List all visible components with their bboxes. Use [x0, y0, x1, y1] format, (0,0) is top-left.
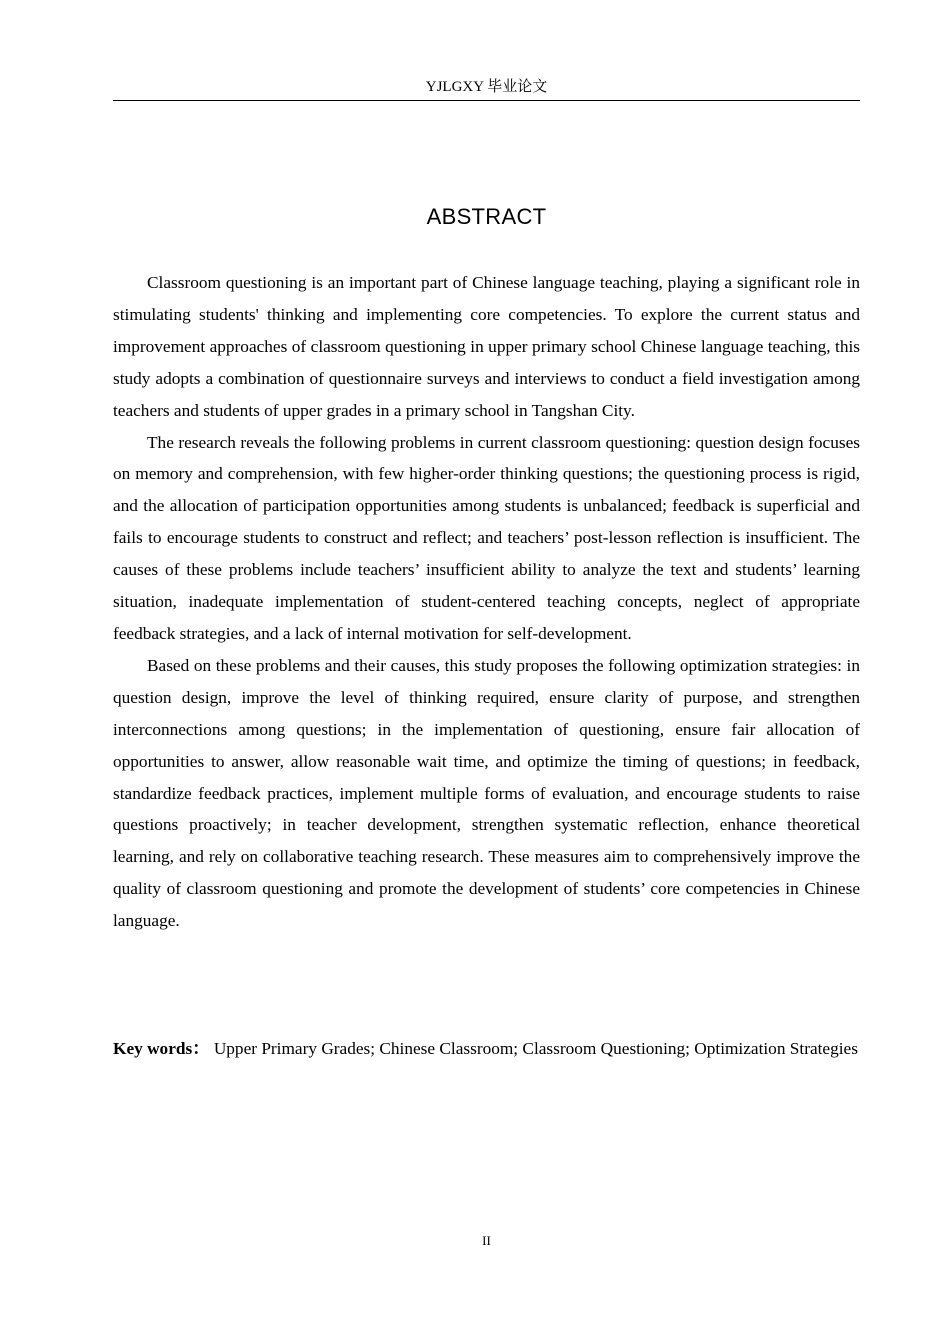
keywords-line	[113, 1033, 860, 1065]
keywords-text: Upper Primary Grades; Chinese Classroom; Classroom Questioning; Optimization Strategies	[213, 1039, 858, 1058]
running-header: YJLGXY 毕业论文	[425, 79, 548, 95]
abstract-paragraph-2: The research reveals the following problems in current classroom questioning: question design focuses on memory and comprehension, with few higher-order thinking questions; the questioning process is rigid, and the allocation of participation opportunities among students is unbalanced; feedback is superficial and fails to encourage students to construct and reflect; and teachers’ post-lesson reflection is insufficient. The causes of these problems include teachers’ insufficient ability to analyze the text and students’ learning situation, inadequate implementation of student-centered teaching concepts, neglect of appropriate feedback strategies, and a lack of internal motivation for self-development.	[113, 432, 860, 643]
page-number: II	[482, 1233, 491, 1248]
header-rule	[113, 100, 860, 101]
abstract-paragraph-3: Based on these problems and their causes, this study proposes the following optimization strategies: in question design, improve the level of thinking required, ensure clarity of purpose, and strengthen interconnections among questions; in the implementation of questioning, ensure fair allocation of opportunities to answer, allow reasonable wait time, and optimize the timing of questions; in feedback, standardize feedback practices, implement multiple forms of evaluation, and encourage students to raise questions proactively; in teacher development, strengthen systematic reflection, enhance theoretical learning, and rely on collaborative teaching research. These measures aim to comprehensively improve the quality of classroom questioning and promote the development of students’ core competencies in Chinese language.	[113, 655, 860, 931]
keywords-label: Key words：	[113, 1039, 210, 1058]
abstract-body	[113, 267, 860, 937]
abstract-paragraph-1: Classroom questioning is an important part of Chinese language teaching, playing a significant role in stimulating students' thinking and implementing core competencies. To explore the current status and improvement approaches of classroom questioning in upper primary school Chinese language teaching, this study adopts a combination of questionnaire surveys and interviews to conduct a field investigation among teachers and students of upper grades in a primary school in Tangshan City.	[113, 273, 860, 420]
abstract-title: ABSTRACT	[426, 204, 547, 229]
